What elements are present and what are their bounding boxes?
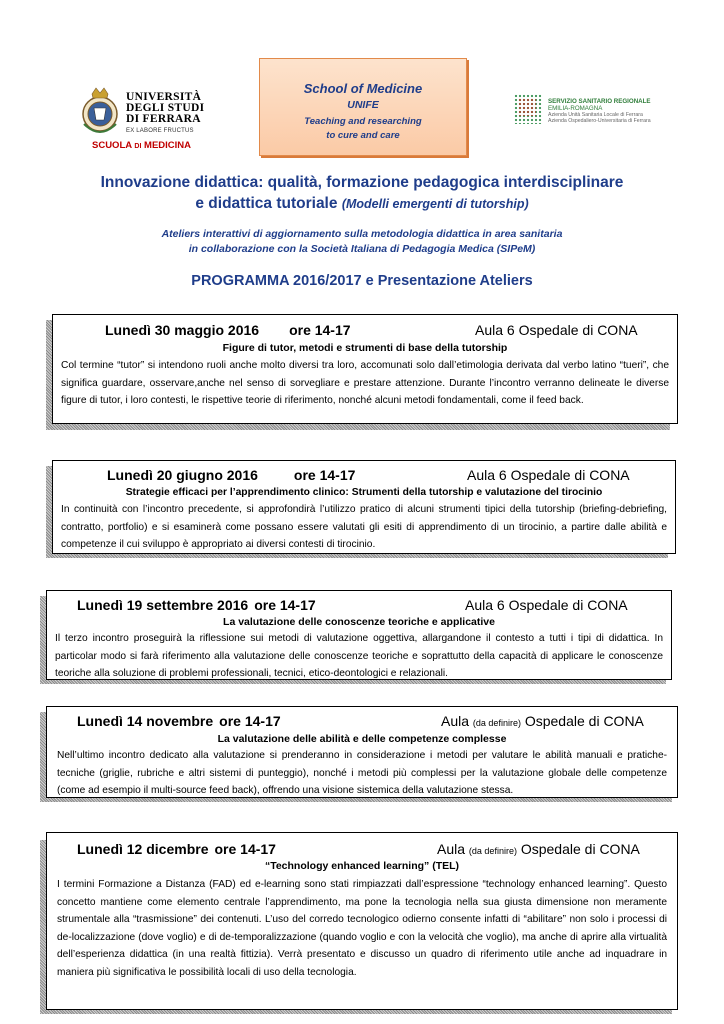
session-datetime: Lunedì 30 maggio 2016 ore 14-17 <box>105 322 351 338</box>
session-location: Aula 6 Ospedale di CONA <box>467 467 630 483</box>
main-title-line-2: e didattica tutoriale <box>195 195 338 212</box>
session-description: Nell’ultimo incontro dedicato alla valutazione si prenderanno in considerazione i metodi per valutare le abilità manuali e pratiche-tecniche (griglie, rubriche e altri sistemi di punteggio), nonché i metodi più complessi per la valutazione globale delle competenze (come ad esempio il multi-source feed back), offrendo una visione sistemica della valutazione stessa. <box>57 750 667 796</box>
session-description: I termini Formazione a Distanza (FAD) ed e-learning sono stati rimpiazzati dall’espressione “technology enhanced learning”. Questo concetto mantiene come elemento centrale l’apprendimento, ma pone la tecnologia nella sua giusta dimensione non meramente strumentale alla “trasmissione” dei contenuti. L’uso del corredo tecnologico odierno consente infatti di “abilitare” non solo i processi di de-localizzazione (dove voglio) e di de-temporalizzazione (quando voglio e con la velocità che voglio), ma anche di aprire alla virtualità dell’esperienza didattica (in una realtà fittizia). Verrà presentato e discusso un quadro di riferimento utile anche ad inquadrare in maniera più significativa le possibilità locali di uso della tecnologia. <box>57 879 667 978</box>
school-box-motto-1: Teaching and researching <box>304 116 422 127</box>
dots-accent-icon <box>518 98 536 116</box>
school-box-title: School of Medicine <box>303 81 423 96</box>
session-1 <box>52 314 678 424</box>
school-box-unife: UNIFE <box>347 99 379 111</box>
ssr-line-1: SERVIZIO SANITARIO REGIONALE <box>548 98 651 105</box>
ssr-line-2: EMILIA-ROMAGNA <box>548 105 603 113</box>
university-motto: EX LABORE FRUCTUS <box>126 128 194 134</box>
session-location: Aula (da definire) Ospedale di CONA <box>441 713 644 729</box>
university-line-1: UNIVERSITÀ <box>126 91 202 103</box>
ssr-line-4: Azienda Ospedaliero-Universitaria di Ferrara <box>548 118 651 125</box>
session-description: Col termine “tutor” si intendono ruoli anche molto diversi tra loro, accomunati solo dall’etimologia derivata dal verbo latino “tueri”, che significa guardare, osservare,anche nel senso di sorvegliare e prestare attenzione. Durante l’incontro verranno delineate le diverse figure di tutor, i loro contesti, le rispettive teorie di riferimento, nonché alcuni metodi fondamentali, come il feed back. <box>61 360 669 406</box>
session-datetime: Lunedì 20 giugno 2016 ore 14-17 <box>107 467 356 483</box>
session-location: Aula (da definire) Ospedale di CONA <box>437 841 640 857</box>
session-title: “Technology enhanced learning” (TEL) <box>264 860 460 872</box>
session-title: La valutazione delle conoscenze teoriche e applicative <box>223 616 495 628</box>
session-3 <box>46 590 672 680</box>
intro-line-2: in collaborazione con la Società Italiana di Pedagogia Medica (SIPeM) <box>188 242 536 255</box>
ssr-line-3: Azienda Unità Sanitaria Locale di Ferrara <box>548 112 643 119</box>
ssr-emilia-romagna-logo <box>514 92 664 132</box>
session-4 <box>46 706 678 798</box>
programma-heading: PROGRAMMA 2016/2017 e Presentazione Ateliers <box>191 273 533 289</box>
session-location: Aula 6 Ospedale di CONA <box>465 597 628 613</box>
intro-text <box>0 227 724 256</box>
session-description: Il terzo incontro proseguirà la riflessione sui metodi di valutazione oggettiva, allargandone il contesto a tutti i tipi di didattica. In particolar modo si farà riferimento alla valutazione delle conoscenze teoriche e soprattutto della capacità di applicare le conoscenze teoriche alla soluzione di problemi professionali, tecnici, etico-deontologici e relazionali. <box>55 633 663 679</box>
university-line-3: DI FERRARA <box>126 113 201 125</box>
session-5 <box>46 832 678 1010</box>
crest-icon <box>80 84 120 140</box>
main-title <box>0 172 724 215</box>
school-box-motto-2: to cure and care <box>326 130 400 141</box>
session-title: Strategie efficaci per l’apprendimento clinico: Strumenti della tutorship e valutazione del tirocinio <box>125 487 603 498</box>
school-of-medicine-box <box>259 58 467 156</box>
main-title-line-1: Innovazione didattica: qualità, formazione pedagogica interdisciplinare <box>100 174 624 191</box>
university-name <box>126 92 204 125</box>
session-title: Figure di tutor, metodi e strumenti di base della tutorship <box>222 342 508 354</box>
session-2 <box>52 460 676 554</box>
session-datetime: Lunedì 19 settembre 2016 ore 14-17 <box>77 597 316 613</box>
main-title-subtitle: (Modelli emergenti di tutorship) <box>341 197 529 211</box>
session-description: In continuità con l’incontro precedente, si approfondirà l’utilizzo pratico di alcuni strumenti tipici della tutorship (briefing-debriefing, contratto, portfolio) e si esaminerà come possano essere valutati gli esiti di apprendimento di un tirocinio, a partire dalle abilità e competenze il cui sviluppo è appropriato ai diversi contesti di tirocinio. <box>61 504 667 550</box>
university-line-2: DEGLI STUDI <box>126 102 205 114</box>
session-location: Aula 6 Ospedale di CONA <box>475 322 638 338</box>
session-datetime: Lunedì 14 novembre ore 14-17 <box>77 713 281 729</box>
intro-line-1: Ateliers interattivi di aggiornamento sulla metodologia didattica in area sanitaria <box>161 228 563 240</box>
session-datetime: Lunedì 12 dicembre ore 14-17 <box>77 841 276 857</box>
scuola-di-medicina-label: SCUOLA DI MEDICINA <box>92 140 192 151</box>
session-title: La valutazione delle abilità e delle competenze complesse <box>217 733 507 745</box>
